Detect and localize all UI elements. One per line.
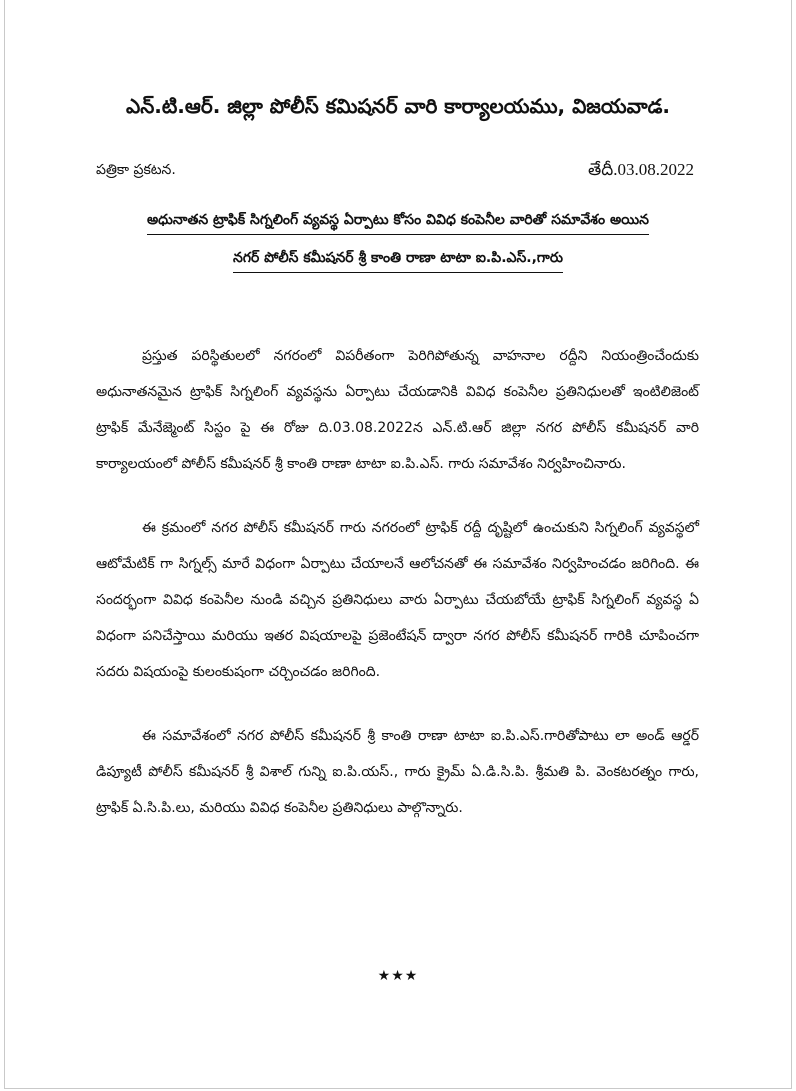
subject-line-2-text: నగర్ పోలీస్ కమీషనర్ శ్రీ కాంతి రాణా టాటా ఐ.పి.ఎస్.,గారు <box>233 250 563 273</box>
paragraph-2: ఈ క్రమంలో నగర పోలీస్ కమీషనర్ గారు నగరంలో ట్రాఫిక్ రద్దీ దృష్టిలో ఉంచుకుని సిగ్నలింగ్ వ్యవస్థలో ఆటోమేటిక్ గా సిగ్నల్స్ మారే విధంగా ఏర్పాటు చేయాలనే ఆలోచనతో ఈ సమావేశం నిర్వహించడం జరిగింది. ఈ సందర్భంగా వివిధ కంపెనీల నుండి వచ్చిన ప్రతినిధులు వారు ఏర్పాటు చేయబోయే ట్రాఫిక్ సిగ్నలింగ్ వ్యవస్థ ఏ విధంగా పనిచేస్తాయి మరియు ఇతర విషయాలపై ప్రజెంటేషన్ ద్వారా నగర పోలీస్ కమీషనర్ గారికి చూపించగా సదరు విషయంపై కులంకుషంగా చర్చించడం జరిగింది. <box>96 520 699 680</box>
subject-line-1 <box>40 212 756 231</box>
end-stars: ★★★ <box>377 968 419 984</box>
paragraph-3: ఈ సమావేశంలో నగర పోలీస్ కమీషనర్ శ్రీ కాంతి రాణా టాటా ఐ.పి.ఎస్.గారితోపాటు లా అండ్ ఆర్డర్ డిప్యూటీ పోలీస్ కమీషనర్ శ్రీ విశాల్ గున్ని ఐ.పి.యస్., గారు క్రైమ్ ఏ.డి.సి.పి. శ్రీమతి పి. వెంకటరత్నం గారు, ట్రాఫిక్ ఏ.సి.పి.లు, మరియు వివిధ కంపెనీల ప్రతినిధులు పాల్గొన్నారు. <box>96 728 699 816</box>
date-label: తేదీ.03.08.2022 <box>588 160 694 179</box>
subject-line-2 <box>40 250 756 269</box>
paragraph-1: ప్రస్తుత పరిస్థితులలో నగరంలో విపరీతంగా పెరిగిపోతున్న వాహనాల రద్దీని నియంత్రించేందుకు అధునాతనమైన ట్రాఫిక్ సిగ్నలింగ్ వ్యవస్థను ఏర్పాటు చేయడానికి వివిధ కంపెనీల ప్రతినిధులతో ఇంటిలిజెంట్ ట్రాఫిక్ మేనేజ్మెంట్ సిస్టం పై ఈ రోజు ది.03.08.2022న ఎన్.టి.ఆర్ జిల్లా నగర పోలీస్ కమీషనర్ వారి కార్యాలయంలో పోలీస్ కమీషనర్ శ్రీ కాంతి రాణా టాటా ఐ.పి.ఎస్. గారు సమావేశం నిర్వహించినారు. <box>96 348 699 472</box>
page-title: ఎన్.టి.ఆర్. జిల్లా పోలీస్ కమిషనర్ వారి కార్యాలయము, విజయవాడ. <box>125 94 671 118</box>
body-text <box>96 338 699 854</box>
subject-line-1-text: అధునాతన ట్రాఫిక్ సిగ్నలింగ్ వ్యవస్థ ఏర్పాటు కోసం వివిధ కంపెనీల వారితో సమావేశం అయిన <box>147 212 649 235</box>
press-release-label: పత్రికా ప్రకటన. <box>96 162 176 178</box>
